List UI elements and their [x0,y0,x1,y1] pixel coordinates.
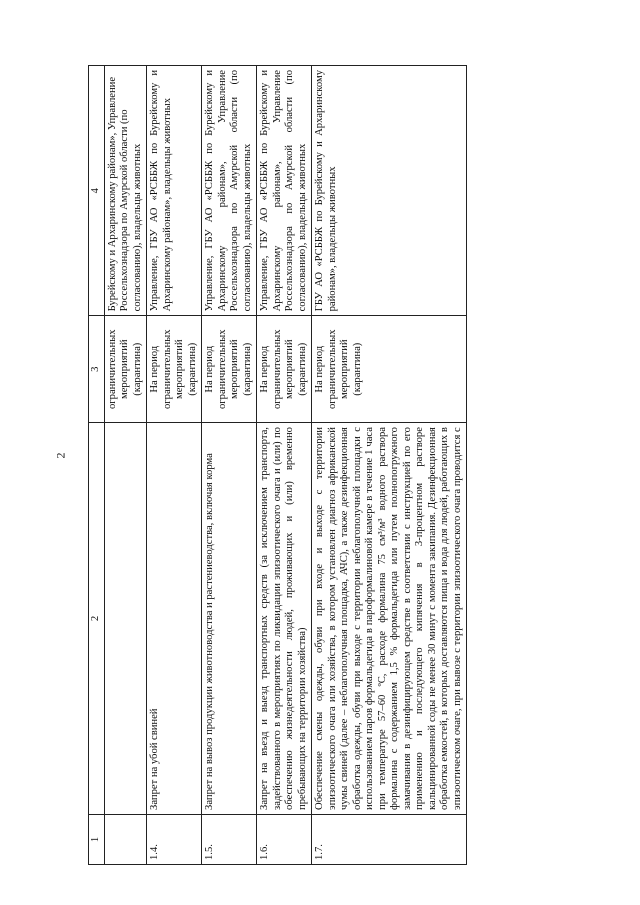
table-header-row [89,66,105,865]
cell-num: 1.6. [257,814,312,864]
cell-term: ограничительных мероприятий (карантина) [104,316,147,423]
rotated-page-content [88,65,598,865]
measures-table [88,65,467,865]
cell-responsible: Управление, ГБУ АО «РСББЖ по Бурейскому и Архаринскому районам», владельцы животных [147,66,202,316]
cell-measure: Запрет на вывоз продукции животноводства и растениеводства, включая корма [202,423,257,815]
cell-responsible: Бурейскому и Архаринскому районам», Управление Россельхознадзора по Амурской области (по согласованию), владельцы животных [104,66,147,316]
cell-num [104,814,147,864]
table-row [257,66,312,865]
table-row [312,66,467,865]
cell-measure: Обеспечение смены одежды, обуви при входе и выходе с территории эпизоотического очага или хозяйства, в котором установлен диагноз африканской чумы свиней (далее – неблагополучная площадка, АЧС), а также дезинфекционная обработка одежды, обуви при выходе с территории неблагополучной площадки с использованием паров формальдегида в пароформалиновой камере в течение 1 часа при температуре 57–60 ºС, расходе формалина 75 см³/м³ водного раствора формалина с содержанием 1,5 % формальдегида или путем полнопогружного замачивания в дезинфицирующем средстве в соответствии с инструкцией по его применению и последующего кипячения в 3-процентном растворе кальцинированной соды не менее 30 минут с момента закипания. Дезинфекционная обработка емкостей, в которых доставляются пища и вода для людей, работающих в эпизоотическом очаге, при вывозе с территории эпизоотического очага проводится с [312,423,467,815]
cell-measure: Запрет на убой свиней [147,423,202,815]
cell-term: На период ограничительных мероприятий (карантина) [257,316,312,423]
cell-num: 1.5. [202,814,257,864]
cell-responsible: Управление, ГБУ АО «РСББЖ по Бурейскому и Архаринскому районам», Управление Россельхознадзора по Амурской области (по согласованию), владельцы животных [202,66,257,316]
table-row-continued [104,66,147,865]
cell-term: На период ограничительных мероприятий (карантина) [312,316,467,423]
cell-num: 1.7. [312,814,467,864]
cell-term: На период ограничительных мероприятий (карантина) [202,316,257,423]
cell-measure: Запрет на въезд и выезд транспортных средств (за исключением транспорта, задействованного в мероприятиях по ликвидации эпизоотического очага и (или) по обеспечению жизнедеятельности людей, проживающих и (или) временно пребывающих на территории хозяйства) [257,423,312,815]
cell-term: На период ограничительных мероприятий (карантина) [147,316,202,423]
header-cell-1: 1 [89,814,105,864]
cell-responsible: Управление, ГБУ АО «РСББЖ по Бурейскому и Архаринскому районам», Управление Россельхознадзора по Амурской области (по согласованию), владельцы животных [257,66,312,316]
header-cell-3: 3 [89,316,105,423]
table-row [147,66,202,865]
header-cell-4: 4 [89,66,105,316]
table-row [202,66,257,865]
cell-measure [104,423,147,815]
cell-num: 1.4. [147,814,202,864]
header-cell-2: 2 [89,423,105,815]
page-number: 2 [53,452,68,459]
cell-responsible: ГБУ АО «РСББЖ по Бурейскому и Архаринскому районам», владельцы животных [312,66,467,316]
